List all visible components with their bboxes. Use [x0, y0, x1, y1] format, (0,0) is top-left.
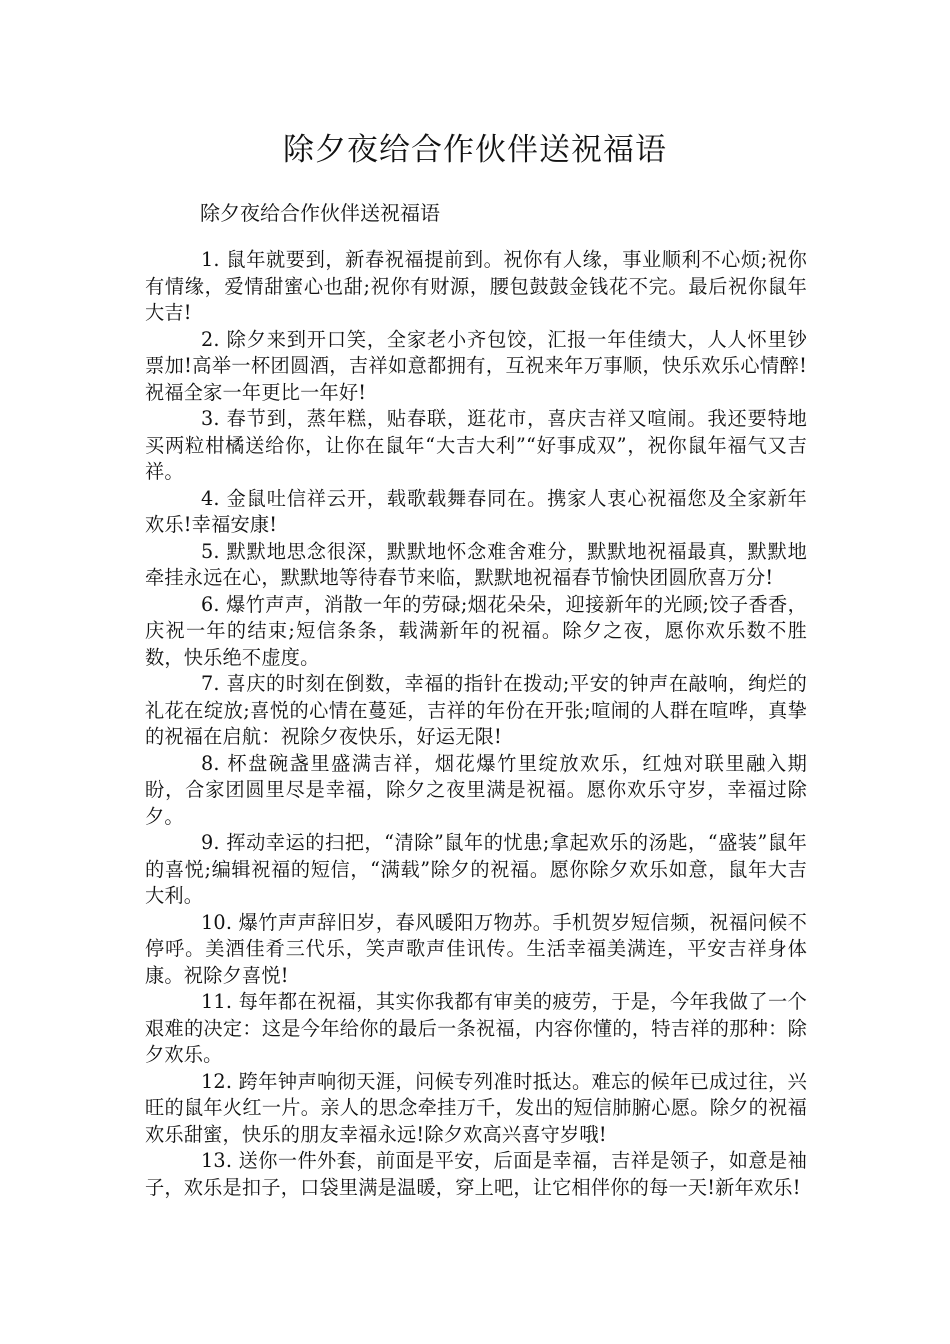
paragraph-11: 11. 每年都在祝福，其实你我都有审美的疲劳，于是，今年我做了一个艰难的决定：这是今年给你的最后一条祝福，内容你懂的，特吉祥的那种：除夕欢乐。	[145, 990, 807, 1066]
paragraph-2: 2. 除夕来到开口笑，全家老小齐包饺，汇报一年佳绩大，人人怀里钞票加!高举一杯团圆酒，吉祥如意都拥有，互祝来年万事顺，快乐欢乐心情醉!祝福全家一年更比一年好!	[145, 327, 807, 404]
paragraph-7: 7. 喜庆的时刻在倒数，幸福的指针在拨动;平安的钟声在敲响，绚烂的礼花在绽放;喜悦的心情在蔓延，吉祥的年份在开张;喧闹的人群在喧哗，真挚的祝福在启航：祝除夕夜快乐，好运无限!	[145, 672, 807, 748]
paragraph-5: 5. 默默地思念很深，默默地怀念难舍难分，默默地祝福最真，默默地牵挂永远在心，默默地等待春节来临，默默地祝福春节愉快团圆欣喜万分!	[145, 539, 807, 589]
paragraph-8: 8. 杯盘碗盏里盛满吉祥，烟花爆竹里绽放欢乐，红烛对联里融入期盼，合家团圆里尽是幸福，除夕之夜里满是祝福。愿你欢乐守岁，幸福过除夕。	[145, 751, 807, 828]
page-title: 除夕夜给合作伙伴送祝福语	[283, 132, 667, 168]
paragraph-1: 1. 鼠年就要到，新春祝福提前到。祝你有人缘，事业顺利不心烦;祝你有情缘，爱情甜蜜心也甜;祝你有财源，腰包鼓鼓金钱花不完。最后祝你鼠年大吉!	[145, 248, 807, 324]
document-subtitle: 除夕夜给合作伙伴送祝福语	[200, 201, 440, 225]
paragraph-4: 4. 金鼠吐信祥云开，载歌载舞春同在。携家人衷心祝福您及全家新年欢乐!幸福安康!	[145, 486, 807, 536]
document-body	[145, 247, 807, 1201]
paragraph-12: 12. 跨年钟声响彻天涯，问候专列准时抵达。难忘的候年已成过往，兴旺的鼠年火红一片。亲人的思念牵挂万千，发出的短信肺腑心愿。除夕的祝福欢乐甜蜜，快乐的朋友幸福永远!除夕欢高兴喜守岁哦!	[145, 1069, 807, 1146]
paragraph-10: 10. 爆竹声声辞旧岁，春风暖阳万物苏。手机贺岁短信频，祝福问候不停呼。美酒佳肴三代乐，笑声歌声佳讯传。生活幸福美满连，平安吉祥身体康。祝除夕喜悦!	[145, 910, 807, 987]
paragraph-6: 6. 爆竹声声，消散一年的劳碌;烟花朵朵，迎接新年的光顾;饺子香香，庆祝一年的结束;短信条条，载满新年的祝福。除夕之夜，愿你欢乐数不胜数，快乐绝不虚度。	[145, 592, 807, 669]
paragraph-3: 3. 春节到，蒸年糕，贴春联，逛花市，喜庆吉祥又喧闹。我还要特地买两粒柑橘送给你，让你在鼠年“大吉大利”“好事成双”，祝你鼠年福气又吉祥。	[145, 407, 807, 483]
paragraph-9: 9. 挥动幸运的扫把，“清除”鼠年的忧患;拿起欢乐的汤匙，“盛装”鼠年的喜悦;编辑祝福的短信，“满载”除夕的祝福。愿你除夕欢乐如意，鼠年大吉大利。	[145, 831, 807, 907]
paragraph-13: 13. 送你一件外套，前面是平安，后面是幸福，吉祥是领子，如意是袖子，欢乐是扣子，口袋里满是温暖，穿上吧，让它相伴你的每一天!新年欢乐!	[145, 1149, 807, 1199]
